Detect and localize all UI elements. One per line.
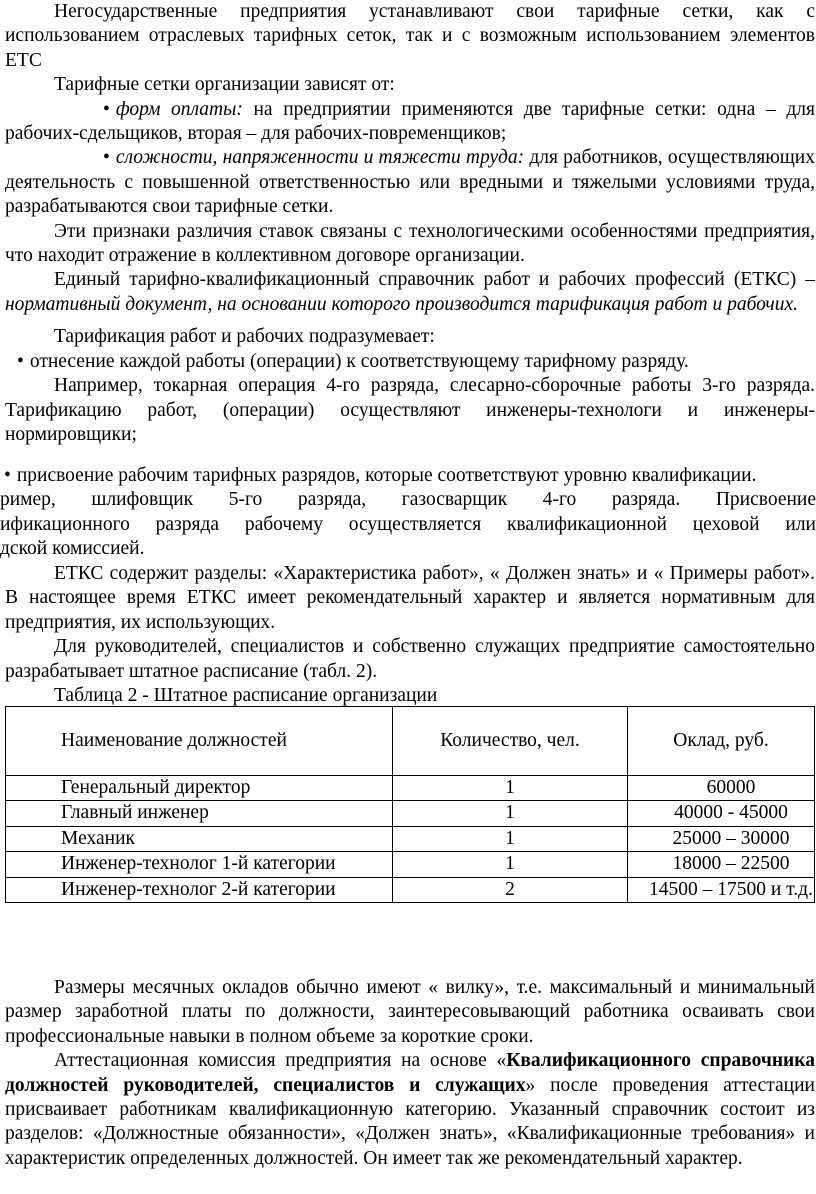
header-position: Наименование должностей (6, 707, 393, 776)
bullet-payment-forms-term: форм оплаты: (115, 98, 243, 120)
paragraph-etks-definition: нормативный документ, на основании которого производится тарификация работ и рабочих. (5, 293, 798, 315)
table-caption: Таблица 2 - Штатное расписание организации (54, 685, 438, 707)
cell-position: Главный инженер (61, 802, 209, 824)
bullet-grades: • присвоение рабочим тарифных разрядов, которые соответствуют уровню квалификации. (0, 464, 816, 488)
cell-count: 1 (393, 852, 628, 877)
paragraph-depends: Тарифные сетки организации зависят от: (54, 74, 395, 96)
table-row (6, 826, 815, 851)
bullet-complexity (5, 146, 815, 219)
paragraph-features: Эти признаки различия ставок связаны с технологическими особенностями предприятия, что находит отражение в коллективном договоре организации. (5, 220, 815, 267)
text-block-mid (5, 562, 815, 708)
text-block-top (5, 0, 815, 447)
cell-position: Инженер-технолог 1-й категории (61, 853, 336, 875)
paragraph-clipped-line-3: дской комиссией. (0, 538, 145, 560)
cell-position: Инженер-технолог 2-й категории (61, 878, 336, 900)
table-row (6, 776, 815, 801)
paragraph-etks (5, 268, 815, 317)
paragraph-attestation-pre: Аттестационная комиссия предприятия на основе « (54, 1050, 507, 1072)
table-row (6, 801, 815, 826)
paragraph-etks-text: Единый тарифно-квалификационный справочник работ и рабочих профессий (ЕТКС) – (54, 269, 815, 291)
paragraph-attestation (5, 1049, 815, 1171)
cell-salary: 18000 – 22500 (672, 853, 790, 875)
cell-position: Механик (61, 827, 135, 849)
table-row (6, 852, 815, 877)
table-header-row (6, 707, 815, 776)
cell-salary: 14500 – 17500 и т.д. (649, 878, 813, 900)
cell-count: 1 (393, 776, 628, 801)
bullet-complexity-text: для работников, осуществляющих деятельность с повышенной ответственностью или вредными и тяжелыми условиями труда, разрабатываются свои тарифные сетки. (5, 147, 815, 218)
header-salary: Оклад, руб. (628, 707, 815, 776)
paragraph-clipped-line-2: ификационного разряда рабочему осуществляется квалификационной цеховой или (0, 513, 816, 535)
paragraph-example: Например, токарная операция 4-го разряда, слесарно-сборочные работы 3-го разряда. Тарификацию работ, (операции) осуществляют инженеры-технологи и инженеры-нормировщики; (5, 375, 815, 445)
paragraph-staff: Для руководителей, специалистов и собственно служащих предприятие самостоятельно разрабатывает штатное расписание (табл. 2). (5, 636, 815, 682)
paragraph-sections: ЕТКС содержит разделы: «Характеристика работ», « Должен знать» и « Примеры работ». В настоящее время ЕТКС имеет рекомендательный характер и является нормативным для предприятия, их использующих. (5, 563, 815, 633)
header-count: Количество, чел. (393, 707, 628, 776)
paragraph-attestation-post: » после проведения аттестации присваивает работникам квалификационную категорию. Указанный справочник состоит из разделов: «Должностные обязанности», «Должен знать», «Квалификационные требования» и характеристик определенных должностей. Он имеет так же рекомендательный характер. (5, 1074, 815, 1169)
cell-salary: 40000 - 45000 (674, 802, 788, 824)
text-block-bottom (5, 976, 815, 1171)
paragraph-intro: Негосударственные предприятия устанавливают свои тарифные сетки, как с использованием отраслевых тарифных сеток, так и с возможным использованием элементов ЕТС (5, 1, 815, 71)
cell-salary: 25000 – 30000 (672, 827, 790, 849)
paragraph-tarification: Тарификация работ и рабочих подразумевает: (54, 326, 435, 348)
paragraph-attestation-handbook: Квалификационного справочника должностей руководителей, специалистов и служащих (5, 1050, 815, 1096)
cell-salary: 60000 (706, 777, 756, 798)
cell-count: 2 (393, 877, 628, 902)
paragraph-salary-range: Размеры месячных окладов обычно имеют « вилку», т.е. максимальный и минимальный размер заработной платы по должности, заинтересовывающий работника осваивать свои профессиональные навыки в полном объеме за короткие сроки. (5, 977, 815, 1047)
cell-position: Генеральный директор (61, 777, 251, 798)
bullet-payment-forms (5, 98, 815, 147)
text-block-clipped (0, 464, 816, 562)
table-row (6, 877, 815, 902)
cell-count: 1 (393, 801, 628, 826)
bullet-complexity-term: сложности, напряженности и тяжести труда: (115, 147, 525, 169)
cell-count: 1 (393, 826, 628, 851)
bullet-assignment: • отнесение каждой работы (операции) к соответствующему тарифному разряду. (5, 350, 815, 374)
paragraph-clipped-line-1: ример, шлифовщик 5-го разряда, газосварщик 4-го разряда. Присвоение (0, 489, 816, 511)
bullet-payment-forms-text: на предприятии применяются две тарифные сетки: одна – для рабочих-сдельщиков, вторая – для рабочих-повременщиков; (5, 98, 815, 145)
staff-table (5, 706, 815, 903)
